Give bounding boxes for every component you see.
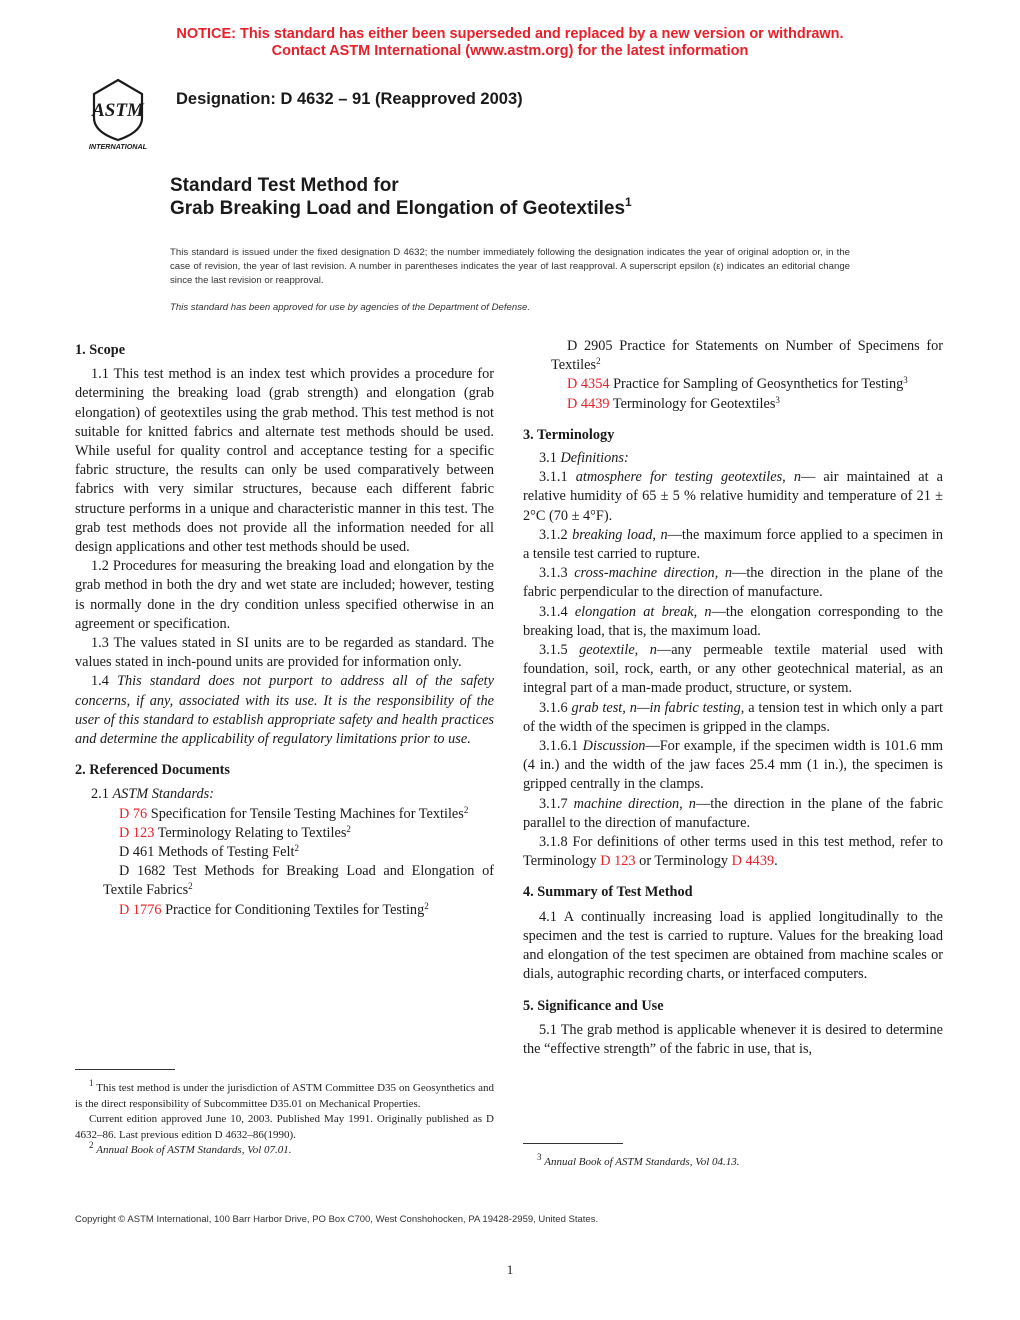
ref-text: Terminology Relating to Textiles xyxy=(157,824,347,841)
logo-sub: INTERNATIONAL xyxy=(88,142,148,151)
footnote-rule-left xyxy=(75,1069,175,1070)
notice-line-1: NOTICE: This standard has either been superseded and replaced by a new version or withdrawn. xyxy=(176,26,844,42)
ref-sup: 2 xyxy=(294,843,299,854)
footnote-1b: Current edition approved June 10, 2003. Published May 1991. Originally published as D 4632–86. Last previous edition D 4632–86(1990). xyxy=(75,1113,494,1141)
ref-sup: 2 xyxy=(596,356,601,367)
ref-text: Test Methods for Breaking Load and Elongation of Textile Fabrics xyxy=(103,863,494,899)
ref-item xyxy=(523,395,943,414)
ref-text: Practice for Statements on Number of Specimens for Textiles xyxy=(551,338,944,374)
ref-sup: 2 xyxy=(188,881,193,892)
footnotes-right xyxy=(523,1152,943,1171)
right-column xyxy=(523,337,943,1059)
section-refdocs-heading: 2. Referenced Documents xyxy=(75,762,230,779)
footnote-text: Annual Book of ASTM Standards, Vol 07.01. xyxy=(96,1144,292,1156)
term-text: —the elongation corresponding to the breaking load, that is, the maximum load. xyxy=(523,603,943,639)
approved-note: This standard has been approved for use by agencies of the Department of Defense. xyxy=(170,302,530,313)
term-3-1-4 xyxy=(523,603,943,641)
ref-item xyxy=(75,805,494,824)
ref-sup: 3 xyxy=(903,375,908,386)
scope-1-1: 1.1 This test method is an index test which provides a procedure for determining the breaking load (grab strength) and elongation (grab elongation) of geotextiles using the grab method. This test method is not suitable for knitted fabrics and alternate test methods should be used. While useful for quality control and acceptance testing for a specific fabric structure, the results can only be used comparatively between fabrics with very similar structures, because each different fabric structure performs in a unique and characteristic manner in this test. The grab test methods does not provide all the information needed for all design applications and other test methods should be used. xyxy=(75,366,494,556)
ref-sup: 2 xyxy=(463,804,469,815)
footnote-text: Annual Book of ASTM Standards, Vol 04.13. xyxy=(544,1156,740,1168)
title-main: Grab Breaking Load and Elongation of Geotextiles xyxy=(170,198,626,219)
term-3-1-3 xyxy=(523,564,943,602)
term-text: or Terminology xyxy=(639,853,729,870)
term-3-1-6 xyxy=(523,699,943,737)
term-text: —any permeable textile material used with foundation, soil, rock, earth, or any other geotechnical material, as an integral part of a man-made product, structure, or system. xyxy=(523,642,944,697)
ref-text: Practice for Sampling of Geosynthetics for Testing xyxy=(613,376,904,393)
refdocs-2-1-text: ASTM Standards: xyxy=(112,786,214,803)
term-label: Discussion xyxy=(582,738,646,755)
logo-mark: ASTM xyxy=(92,100,144,121)
ref-item xyxy=(75,824,494,843)
term-label: elongation at break, n xyxy=(574,603,712,620)
term-label: cross-machine direction, n xyxy=(574,565,733,582)
footnote-mark: 2 xyxy=(89,1140,94,1150)
copyright-line: Copyright © ASTM International, 100 Barr Harbor Drive, PO Box C700, West Conshohocken, PA 19428-2959, United States. xyxy=(75,1214,599,1225)
scope-1-4 xyxy=(75,672,494,749)
title-line-1: Standard Test Method for xyxy=(170,175,399,196)
title-line-2 xyxy=(170,195,632,220)
ref-text: Specification for Tensile Testing Machines for Textiles xyxy=(150,805,464,822)
term-num: 3.1.2 xyxy=(539,526,568,543)
significance-5-1: 5.1 The grab method is applicable whenever it is desired to determine the “effective strength” of the fabric in use, that is, xyxy=(523,1021,943,1057)
term-3-1-6-1 xyxy=(523,737,943,795)
term-num: 3.1.7 xyxy=(539,795,568,812)
term-label: geotextile, n xyxy=(579,642,657,659)
term-num: 3.1.4 xyxy=(539,603,568,620)
ref-item xyxy=(75,843,494,862)
footnote-text: This test method is under the jurisdiction of ASTM Committee D35 on Geosynthetics and is the direct responsibility of Subcommittee D35.01 on Mechanical Properties. xyxy=(75,1082,494,1110)
term-label: atmosphere for testing geotextiles, n xyxy=(575,469,802,486)
term-text: a tension test in which only a part of the width of the specimen is gripped in the clamps. xyxy=(523,699,943,735)
ref-sup: 2 xyxy=(424,900,429,911)
ref-link[interactable]: D 123 xyxy=(600,853,636,870)
section-scope-heading: 1. Scope xyxy=(75,342,126,358)
section-summary-heading: 4. Summary of Test Method xyxy=(523,884,693,901)
footnote-rule-right xyxy=(523,1143,623,1144)
term-3-1-2 xyxy=(523,526,943,564)
title-footnote-mark: 1 xyxy=(625,195,632,209)
term-num: 3.1.5 xyxy=(539,642,568,659)
term-text: —the maximum force applied to a specimen in a tensile test carried to rupture. xyxy=(523,526,944,563)
ref-sup: 3 xyxy=(775,394,780,405)
designation: Designation: D 4632 – 91 (Reapproved 2003) xyxy=(176,90,523,108)
term-3-1-1 xyxy=(523,468,943,526)
scope-1-3: 1.3 The values stated in SI units are to be regarded as standard. The values stated in inch-pound units are provided for information only. xyxy=(75,635,494,671)
term-num: 3.1.1 xyxy=(539,469,568,486)
ref-link[interactable]: D 123 xyxy=(119,824,155,841)
refdocs-2-1 xyxy=(75,785,494,804)
term-num: 3.1.6 xyxy=(539,699,568,716)
term-text: — air maintained at a relative humidity of 65 ± 5 % relative humidity and temperature of 21 ± 2°C (70 ± 4°F). xyxy=(523,469,944,524)
scope-1-4-text: This standard does not purport to address all of the safety concerns, if any, associated with its use. It is the responsibility of the user of this standard to establish appropriate safety and health practices and determine the applicability of regulatory limitations prior to use. xyxy=(75,673,494,748)
summary-4-1: 4.1 A continually increasing load is applied longitudinally to the specimen and the test is carried to rupture. Values for the breaking load and elongation of the test specimen are obtained from machine scales or dials, autographic recording charts, or interfaced computers. xyxy=(523,908,943,983)
ref-link[interactable]: D 4439 xyxy=(567,395,610,412)
term-3-1-8 xyxy=(523,833,943,871)
astm-logo-icon xyxy=(72,76,164,154)
ref-item xyxy=(75,862,494,900)
page-number: 1 xyxy=(506,1262,514,1277)
issued-note: This standard is issued under the fixed designation D 4632; the number immediately following the designation indicates the year of original adoption or, in the case of revision, the year of last revision. A number in parentheses indicates the year of last reapproval. A superscript epsilon (ε) indicates an editorial change since the last revision or reapproval. xyxy=(170,247,850,286)
ref-item xyxy=(523,337,943,375)
left-column xyxy=(75,337,494,920)
term-label: Definitions: xyxy=(560,450,629,467)
scope-1-4-num: 1.4 xyxy=(91,673,109,690)
scope-1-2: 1.2 Procedures for measuring the breaking load and elongation by the grab method in both the dry and wet state are included; however, testing is normally done in the dry condition unless specified otherwise in an agreement or specification. xyxy=(75,558,494,632)
section-significance-heading: 5. Significance and Use xyxy=(523,997,664,1014)
term-text: —For example, if the specimen width is 101.6 mm (4 in.) and the width of the jaw faces 25.4 mm (1 in.), the specimen is gripped centrally in the clamps. xyxy=(523,738,944,793)
ref-text: Terminology for Geotextiles xyxy=(612,395,776,412)
term-3-1-7 xyxy=(523,795,943,833)
footnote-2 xyxy=(75,1140,494,1159)
term-3-1-5 xyxy=(523,641,943,699)
term-text: —the direction in the plane of the fabric perpendicular to the direction of manufacture. xyxy=(523,565,944,601)
ref-text: Practice for Conditioning Textiles for Testing xyxy=(165,901,425,918)
footnote-3 xyxy=(523,1152,943,1171)
term-num: 3.1.3 xyxy=(539,565,568,582)
footnotes-left xyxy=(75,1078,494,1159)
term-text: 3.1.8 For definitions of other terms used in this test method, refer to Terminology xyxy=(523,834,943,870)
term-label: grab test, n—in fabric testing, xyxy=(571,699,745,716)
ref-text: Methods of Testing Felt xyxy=(157,844,295,861)
refdocs-2-1-num: 2.1 xyxy=(91,786,109,803)
ref-link[interactable]: D 4354 xyxy=(567,376,610,393)
term-num: 3.1.6.1 xyxy=(539,738,579,755)
footnote-1 xyxy=(75,1078,494,1112)
ref-link[interactable]: D 1776 xyxy=(119,901,162,918)
notice-line-2: Contact ASTM International (www.astm.org) for the latest information xyxy=(271,43,749,59)
ref-link[interactable]: D 4439 xyxy=(731,853,775,870)
term-text: —the direction in the plane of the fabric parallel to the direction of manufacture. xyxy=(523,795,943,831)
ref-sup: 2 xyxy=(346,823,351,834)
term-num: 3.1 xyxy=(539,450,557,467)
footnote-mark: 3 xyxy=(537,1152,542,1162)
ref-item xyxy=(75,901,494,920)
ref-code: D 2905 xyxy=(567,338,613,354)
ref-code: D 1682 xyxy=(119,863,166,880)
term-label: breaking load, n xyxy=(572,526,668,543)
footnote-mark: 1 xyxy=(89,1078,94,1088)
term-label: machine direction, n xyxy=(573,795,696,812)
ref-code: D 461 xyxy=(119,844,155,861)
ref-link[interactable]: D 76 xyxy=(119,805,148,822)
term-text: . xyxy=(774,853,778,870)
section-terminology-heading: 3. Terminology xyxy=(523,426,615,443)
term-3-1 xyxy=(523,449,943,468)
withdrawal-notice xyxy=(0,26,1020,60)
ref-item xyxy=(523,375,943,394)
